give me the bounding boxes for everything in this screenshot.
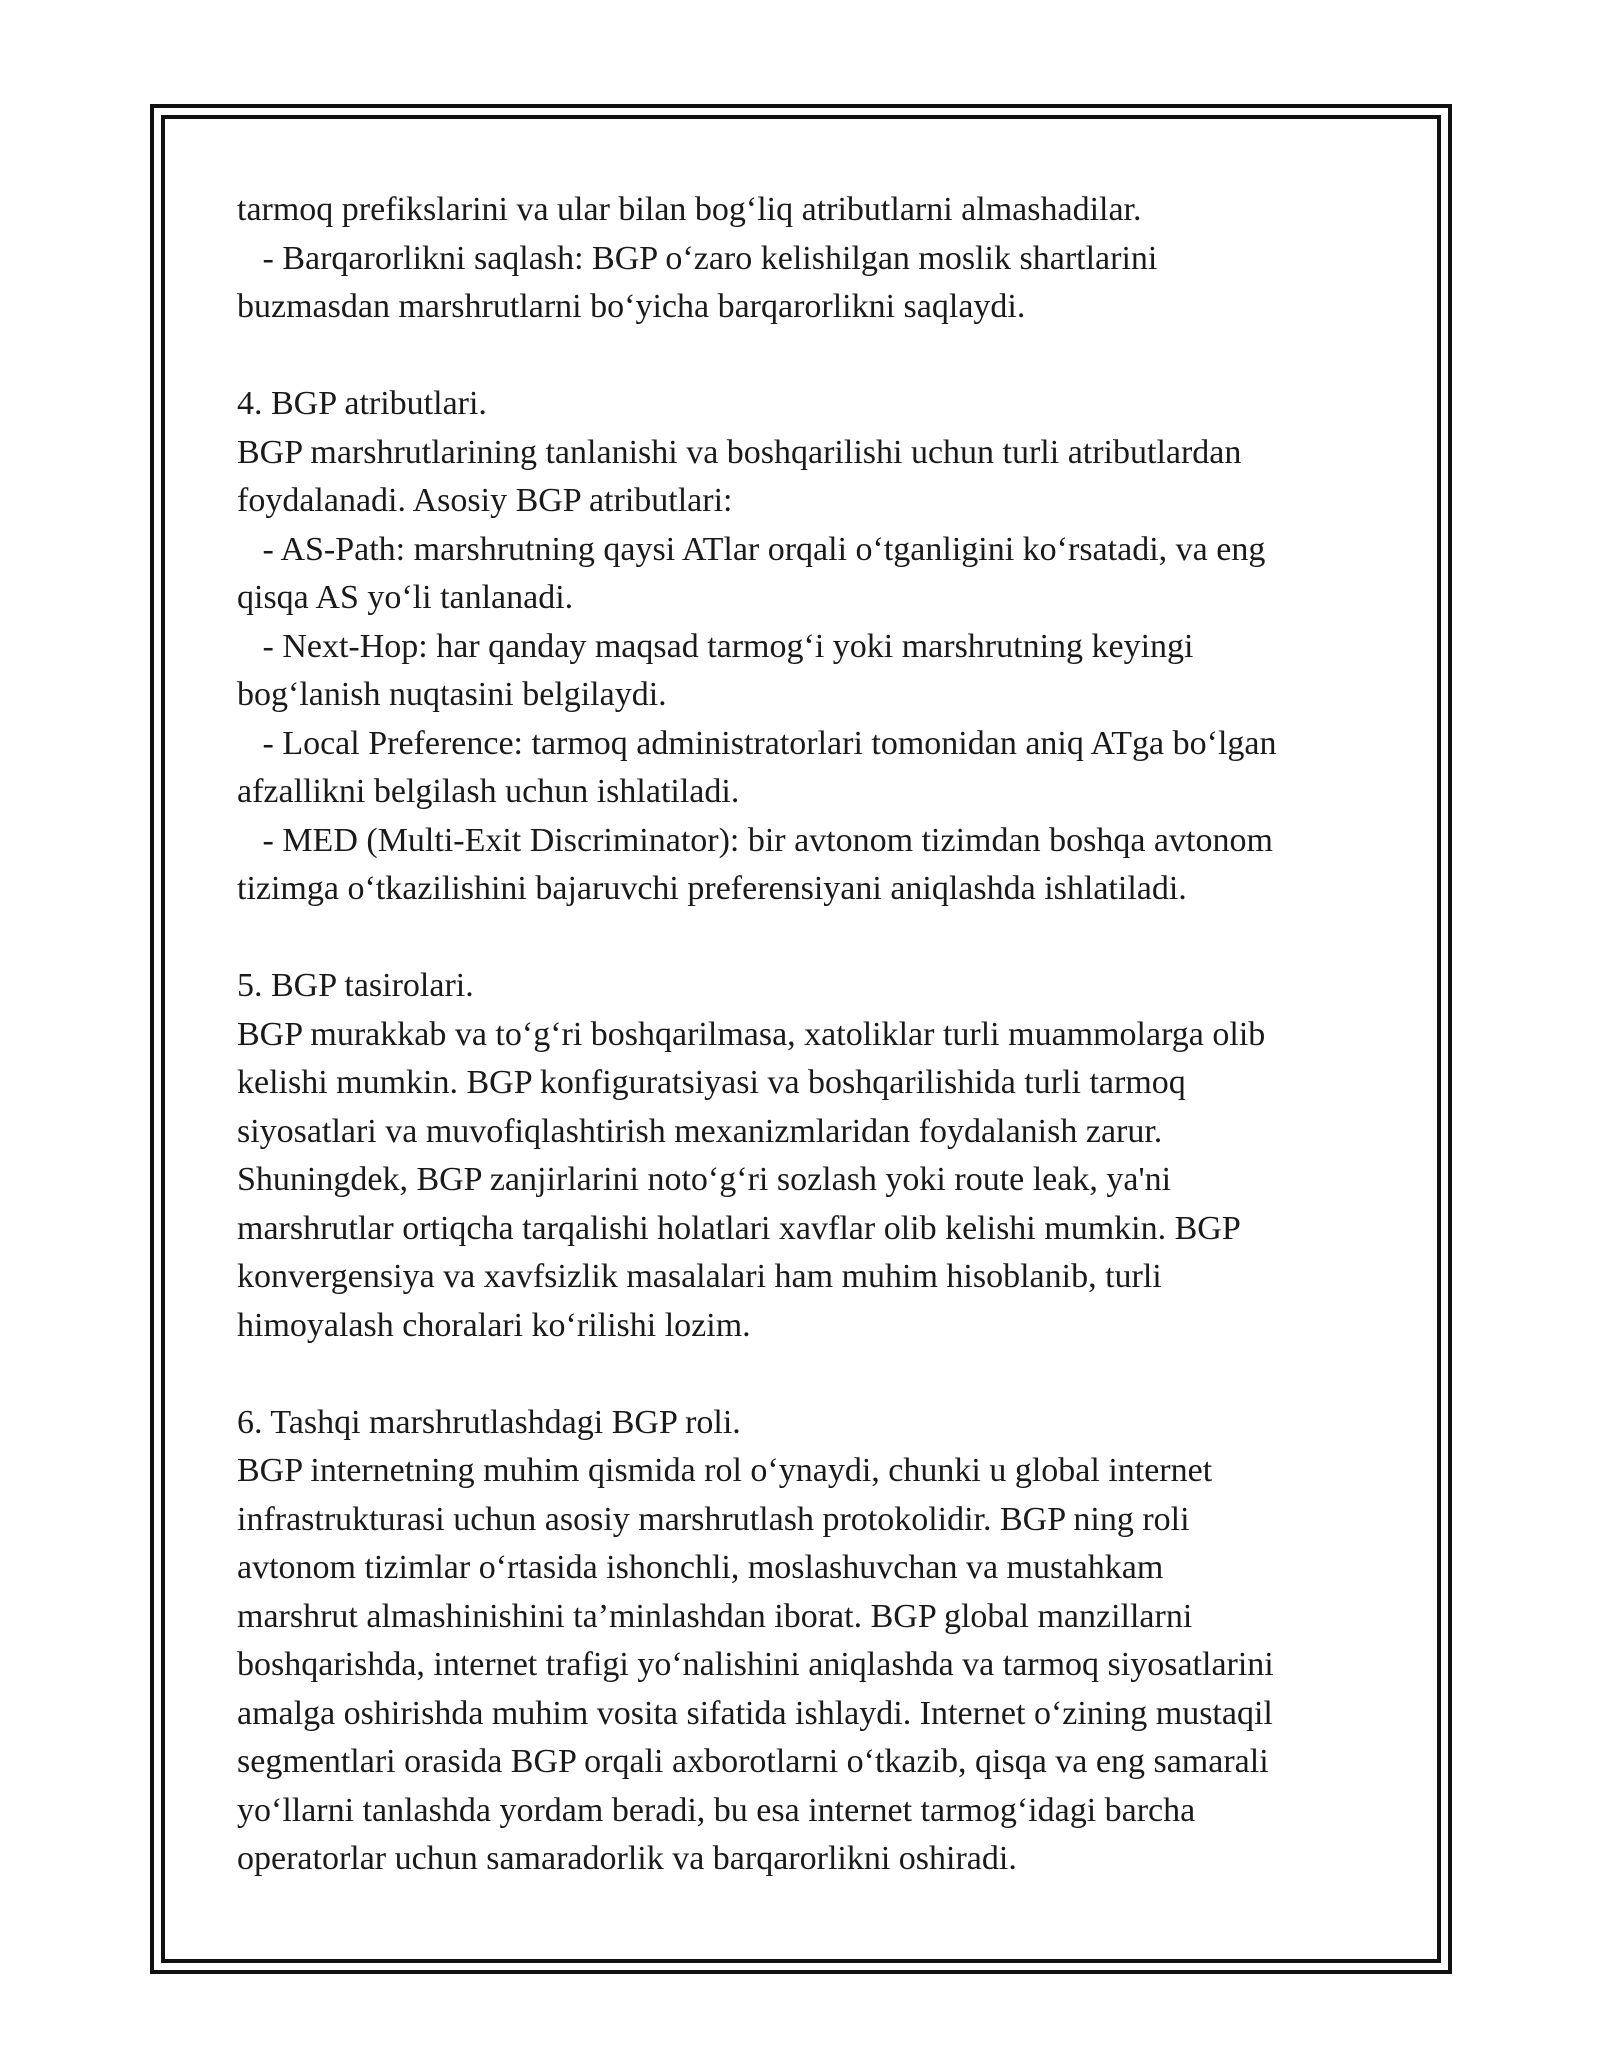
text-line: - Next-Hop: har qanday maqsad tarmog‘i yoki marshrutning keyingi xyxy=(237,627,1194,665)
paragraph-spacer xyxy=(237,332,1417,381)
text-line: konvergensiya va xavfsizlik masalalari ham muhim hisoblanib, turli xyxy=(237,1258,1162,1295)
text-line: segmentlari orasida BGP orqali axborotlarni o‘tkazib, qisqa va eng samarali xyxy=(237,1743,1269,1780)
section-heading: 4. BGP atributlari. xyxy=(237,385,487,422)
text-line: BGP murakkab va to‘g‘ri boshqarilmasa, xatoliklar turli muammolarga olib xyxy=(237,1015,1266,1053)
text-line: siyosatlari va muvofiqlashtirish mexanizmlaridan foydalanish zarur. xyxy=(237,1112,1163,1150)
text-line: qisqa AS yo‘li tanlanadi. xyxy=(237,579,574,616)
text-line: infrastrukturasi uchun asosiy marshrutlash protokolidir. BGP ning roli xyxy=(237,1500,1190,1538)
text-line: - AS-Path: marshrutning qaysi ATlar orqali o‘tganligini ko‘rsatadi, va eng xyxy=(237,530,1266,568)
section-heading: 5. BGP tasirolari. xyxy=(237,967,474,1004)
paragraph-spacer xyxy=(237,914,1417,963)
document-body xyxy=(237,186,1417,1884)
text-line: tizimga o‘tkazilishini bajaruvchi preferensiyani aniqlashda ishlatiladi. xyxy=(237,870,1187,907)
text-line: kelishi mumkin. BGP konfiguratsiyasi va boshqarilishida turli tarmoq xyxy=(237,1064,1186,1101)
text-line: afzallikni belgilash uchun ishlatiladi. xyxy=(237,773,740,810)
text-line: BGP internetning muhim qismida rol o‘ynaydi, chunki u global internet xyxy=(237,1452,1213,1489)
text-line: amalga oshirishda muhim vosita sifatida ishlaydi. Internet o‘zining mustaqil xyxy=(237,1694,1273,1732)
text-line: Shuningdek, BGP zanjirlarini noto‘g‘ri sozlash yoki route leak, ya'ni xyxy=(237,1161,1172,1198)
text-line: marshrutlar ortiqcha tarqalishi holatlari xavflar olib kelishi mumkin. BGP xyxy=(237,1209,1241,1247)
text-line: - Barqarorlikni saqlash: BGP o‘zaro kelishilgan moslik shartlarini xyxy=(237,239,1158,277)
text-line: foydalanadi. Asosiy BGP atributlari: xyxy=(237,482,733,519)
text-line: yo‘llarni tanlashda yordam beradi, bu esa internet tarmog‘idagi barcha xyxy=(237,1791,1196,1829)
text-line: - Local Preference: tarmoq administratorlari tomonidan aniq ATga bo‘lgan xyxy=(237,724,1277,762)
text-line: boshqarishda, internet trafigi yo‘nalishini aniqlashda va tarmoq siyosatlarini xyxy=(237,1646,1274,1683)
text-line: himoyalash choralari ko‘rilishi lozim. xyxy=(237,1306,751,1344)
section-heading: 6. Tashqi marshrutlashdagi BGP roli. xyxy=(237,1403,741,1441)
paragraph-spacer xyxy=(237,1350,1417,1399)
text-line: - MED (Multi-Exit Discriminator): bir avtonom tizimdan boshqa avtonom xyxy=(237,821,1273,859)
text-line: operatorlar uchun samaradorlik va barqarorlikni oshiradi. xyxy=(237,1840,1017,1877)
text-line: tarmoq prefikslarini va ular bilan bog‘liq atributlarni almashadilar. xyxy=(237,191,1142,228)
text-line: buzmasdan marshrutlarni bo‘yicha barqarorlikni saqlaydi. xyxy=(237,288,1026,325)
text-line: BGP marshrutlarining tanlanishi va boshqarilishi uchun turli atributlardan xyxy=(237,433,1242,471)
text-line: marshrut almashinishini ta’minlashdan iborat. BGP global manzillarni xyxy=(237,1597,1193,1635)
text-line: bog‘lanish nuqtasini belgilaydi. xyxy=(237,676,667,713)
text-line: avtonom tizimlar o‘rtasida ishonchli, moslashuvchan va mustahkam xyxy=(237,1549,1164,1586)
